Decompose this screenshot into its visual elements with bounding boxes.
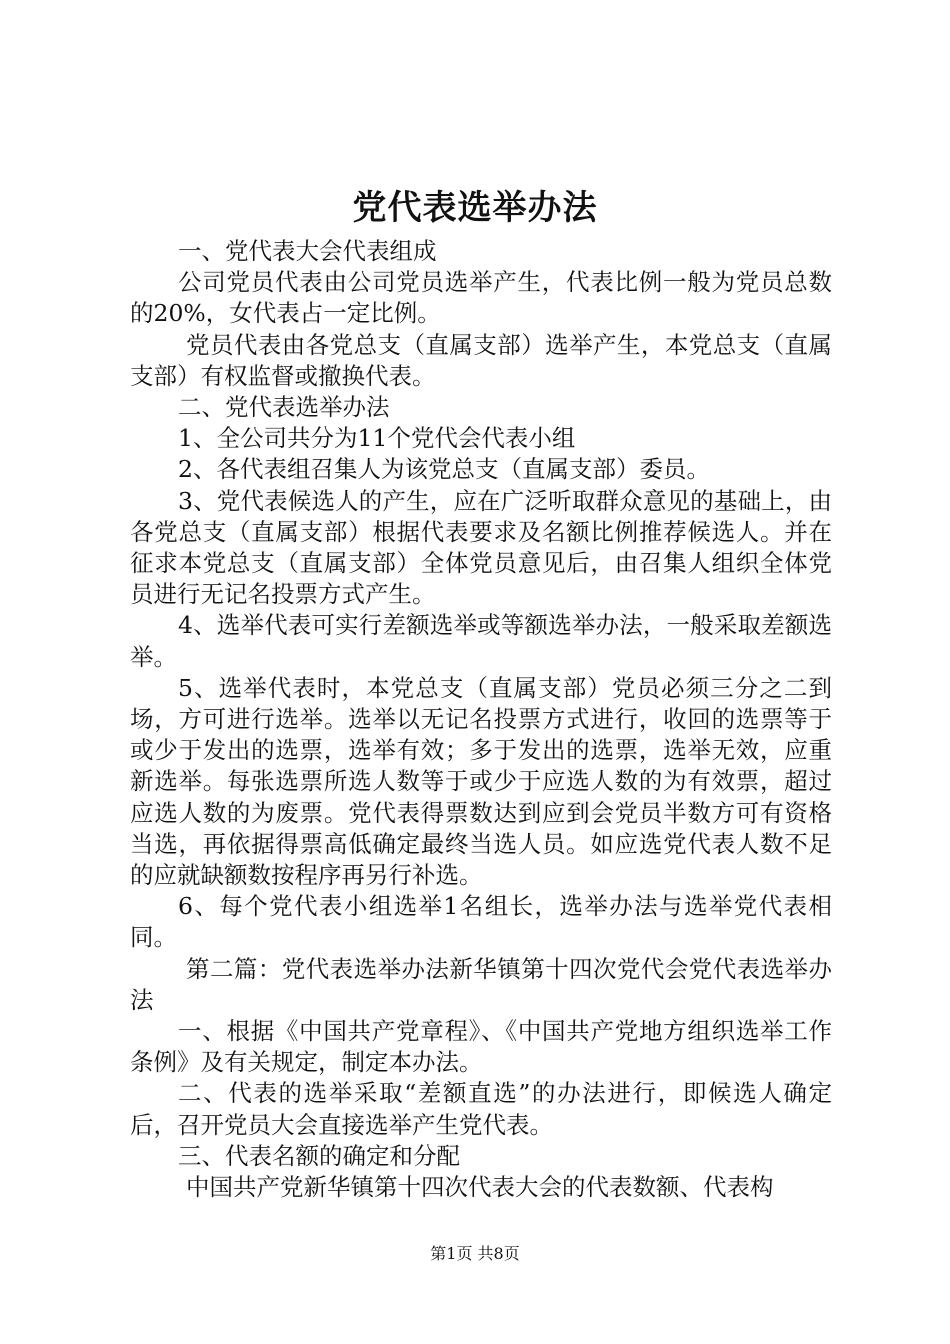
paragraph: 1、全公司共分为11个党代会代表小组 (178, 424, 576, 453)
paragraph: 4、选举代表可实行差额选举或等额选举办法，一般采取差额选举。 (130, 611, 832, 671)
paragraph: 二、党代表选举办法 (178, 393, 390, 422)
paragraph: 5、选举代表时，本党总支（直属支部）党员必须三分之二到场，方可进行选举。选举以无记名投票方式进行，收回的选票等于或少于发出的选票，选举有效；多于发出的选票，选举无效，应重新选举。每张选票所选人数等于或少于应选人数的为有效票，超过应选人数的为废票。党代表得票数达到应到会党员半数方可有资格当选，再依据得票高低确定最终当选人员。如应选党代表人数不足的应就缺额数按程序再另行补选。 (130, 673, 832, 890)
paragraph: 党员代表由各党总支（直属支部）选举产生，本党总支（直属支部）有权监督或撤换代表。 (130, 330, 832, 390)
document-title: 党代表选举办法 (352, 188, 598, 228)
paragraph: 3、党代表候选人的产生，应在广泛听取群众意见的基础上，由各党总支（直属支部）根据代表要求及名额比例推荐候选人。并在征求本党总支（直属支部）全体党员意见后，由召集人组织全体党员进行无记名投票方式产生。 (130, 486, 832, 609)
paragraph: 6、每个党代表小组选举1名组长，选举办法与选举党代表相同。 (130, 892, 832, 952)
page-footer: 第1页 共8页 (430, 1244, 520, 1263)
paragraph: 公司党员代表由公司党员选举产生，代表比例一般为党员总数的20%，女代表占一定比例。 (130, 268, 832, 328)
paragraph: 一、党代表大会代表组成 (178, 237, 437, 265)
paragraph: 中国共产党新华镇第十四次代表大会的代表数额、代表构 (186, 1173, 774, 1202)
paragraph: 二、代表的选举采取“差额直选”的办法进行，即候选人确定后，召开党员大会直接选举产生党代表。 (130, 1079, 832, 1139)
paragraph: 一、根据《中国共产党章程》、《中国共产党地方组织选举工作条例》及有关规定，制定本办法。 (130, 1017, 832, 1077)
document-body (130, 236, 832, 1203)
paragraph: 三、代表名额的确定和分配 (178, 1141, 460, 1170)
paragraph: 第二篇：党代表选举办法新华镇第十四次党代会党代表选举办法 (130, 954, 832, 1014)
paragraph: 2、各代表组召集人为该党总支（直属支部）委员。 (178, 455, 710, 484)
